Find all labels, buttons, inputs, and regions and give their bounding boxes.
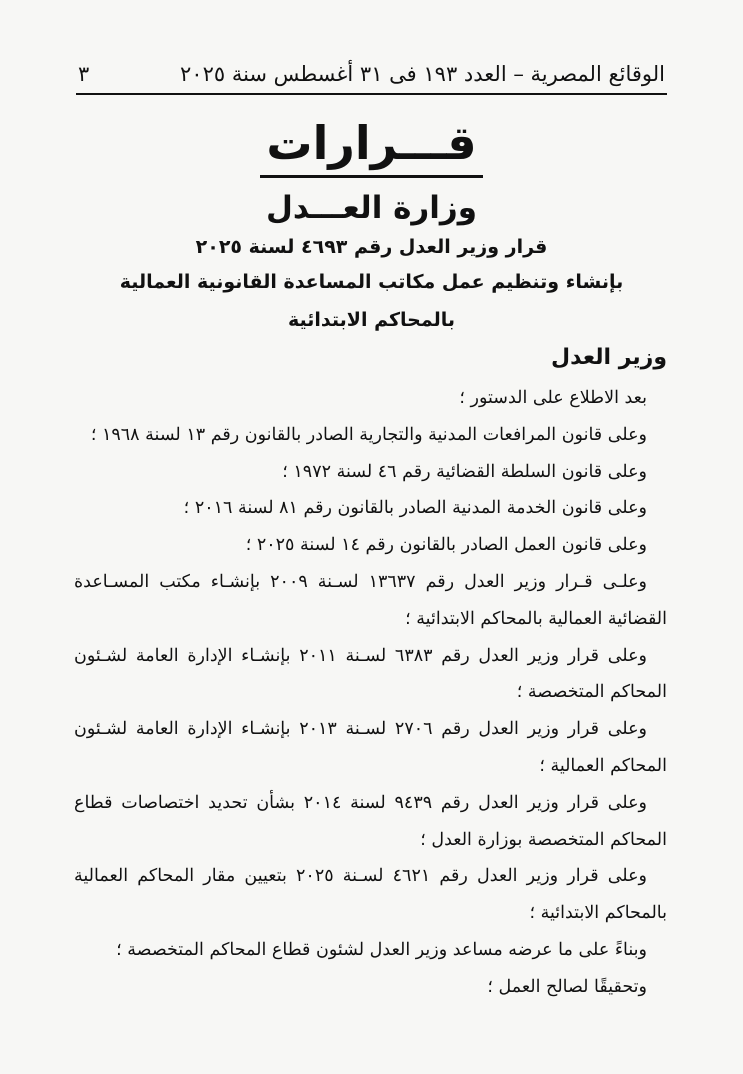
preamble-paragraph: وعلى قانون الخدمة المدنية الصادر بالقانون رقم ٨١ لسنة ٢٠١٦ ؛ [183,498,647,519]
ministry-name: وزارة العـــدل [265,190,478,226]
preamble-paragraph: وعلـى قـرار وزير العدل رقم ١٣٦٣٧ لسـنة ٢٠٠٩ بإنشـاء مكتب المسـاعدة القضائية العمالية بالمحاكم الابتدائية ؛ [74,571,667,629]
decree-title-line-3: بالمحاكم الابتدائية [288,309,455,331]
page-title: قـــرارات [260,118,482,178]
preamble-paragraph: وتحقيقًا لصالح العمل ؛ [487,976,647,997]
preamble-paragraph: وعلى قانون العمل الصادر بالقانون رقم ١٤ لسنة ٢٠٢٥ ؛ [245,535,647,556]
preamble-paragraph: وعلى قرار وزير العدل رقم ٩٤٣٩ لسنة ٢٠١٤ بشأن تحديد اختصاصات قطاع المحاكم المتخصصة بوزارة العدل ؛ [74,792,667,850]
decree-title-line-2: بإنشاء وتنظيم عمل مكاتب المساعدة القانونية العمالية [119,271,624,293]
page-number: ٣ [78,62,90,86]
preamble-paragraph: وعلى قرار وزير العدل رقم ٦٣٨٣ لسـنة ٢٠١١ بإنشـاء الإدارة العامة لشـئون المحاكم المتخصصة ؛ [74,645,667,703]
preamble-paragraph: وبناءً على ما عرضه مساعد وزير العدل لشئون قطاع المحاكم المتخصصة ؛ [116,939,647,960]
preamble-paragraph: بعد الاطلاع على الدستور ؛ [459,388,647,408]
preamble-paragraph: وعلى قرار وزير العدل رقم ٤٦٢١ لسـنة ٢٠٢٥ بتعيين مقار المحاكم العمالية بالمحاكم الابتدائية ؛ [74,866,667,924]
header-rule [76,93,667,95]
preamble-paragraph: وعلى قانون السلطة القضائية رقم ٤٦ لسنة ١٩٧٢ ؛ [282,461,647,482]
decree-title-line-1: قرار وزير العدل رقم ٤٦٩٣ لسنة ٢٠٢٥ [195,236,548,258]
running-header [78,58,665,90]
title-block [0,118,743,178]
running-title: الوقائع المصرية – العدد ١٩٣ فى ٣١ أغسطس سنة ٢٠٢٥ [180,62,665,86]
decree-body [74,380,667,1006]
preamble-paragraph: وعلى قانون المرافعات المدنية والتجارية الصادر بالقانون رقم ١٣ لسنة ١٩٦٨ ؛ [90,424,647,445]
section-heading: وزير العدل [551,345,667,370]
preamble-paragraph: وعلى قرار وزير العدل رقم ٢٧٠٦ لسـنة ٢٠١٣ بإنشـاء الإدارة العامة لشـئون المحاكم العمالية ؛ [74,719,667,776]
